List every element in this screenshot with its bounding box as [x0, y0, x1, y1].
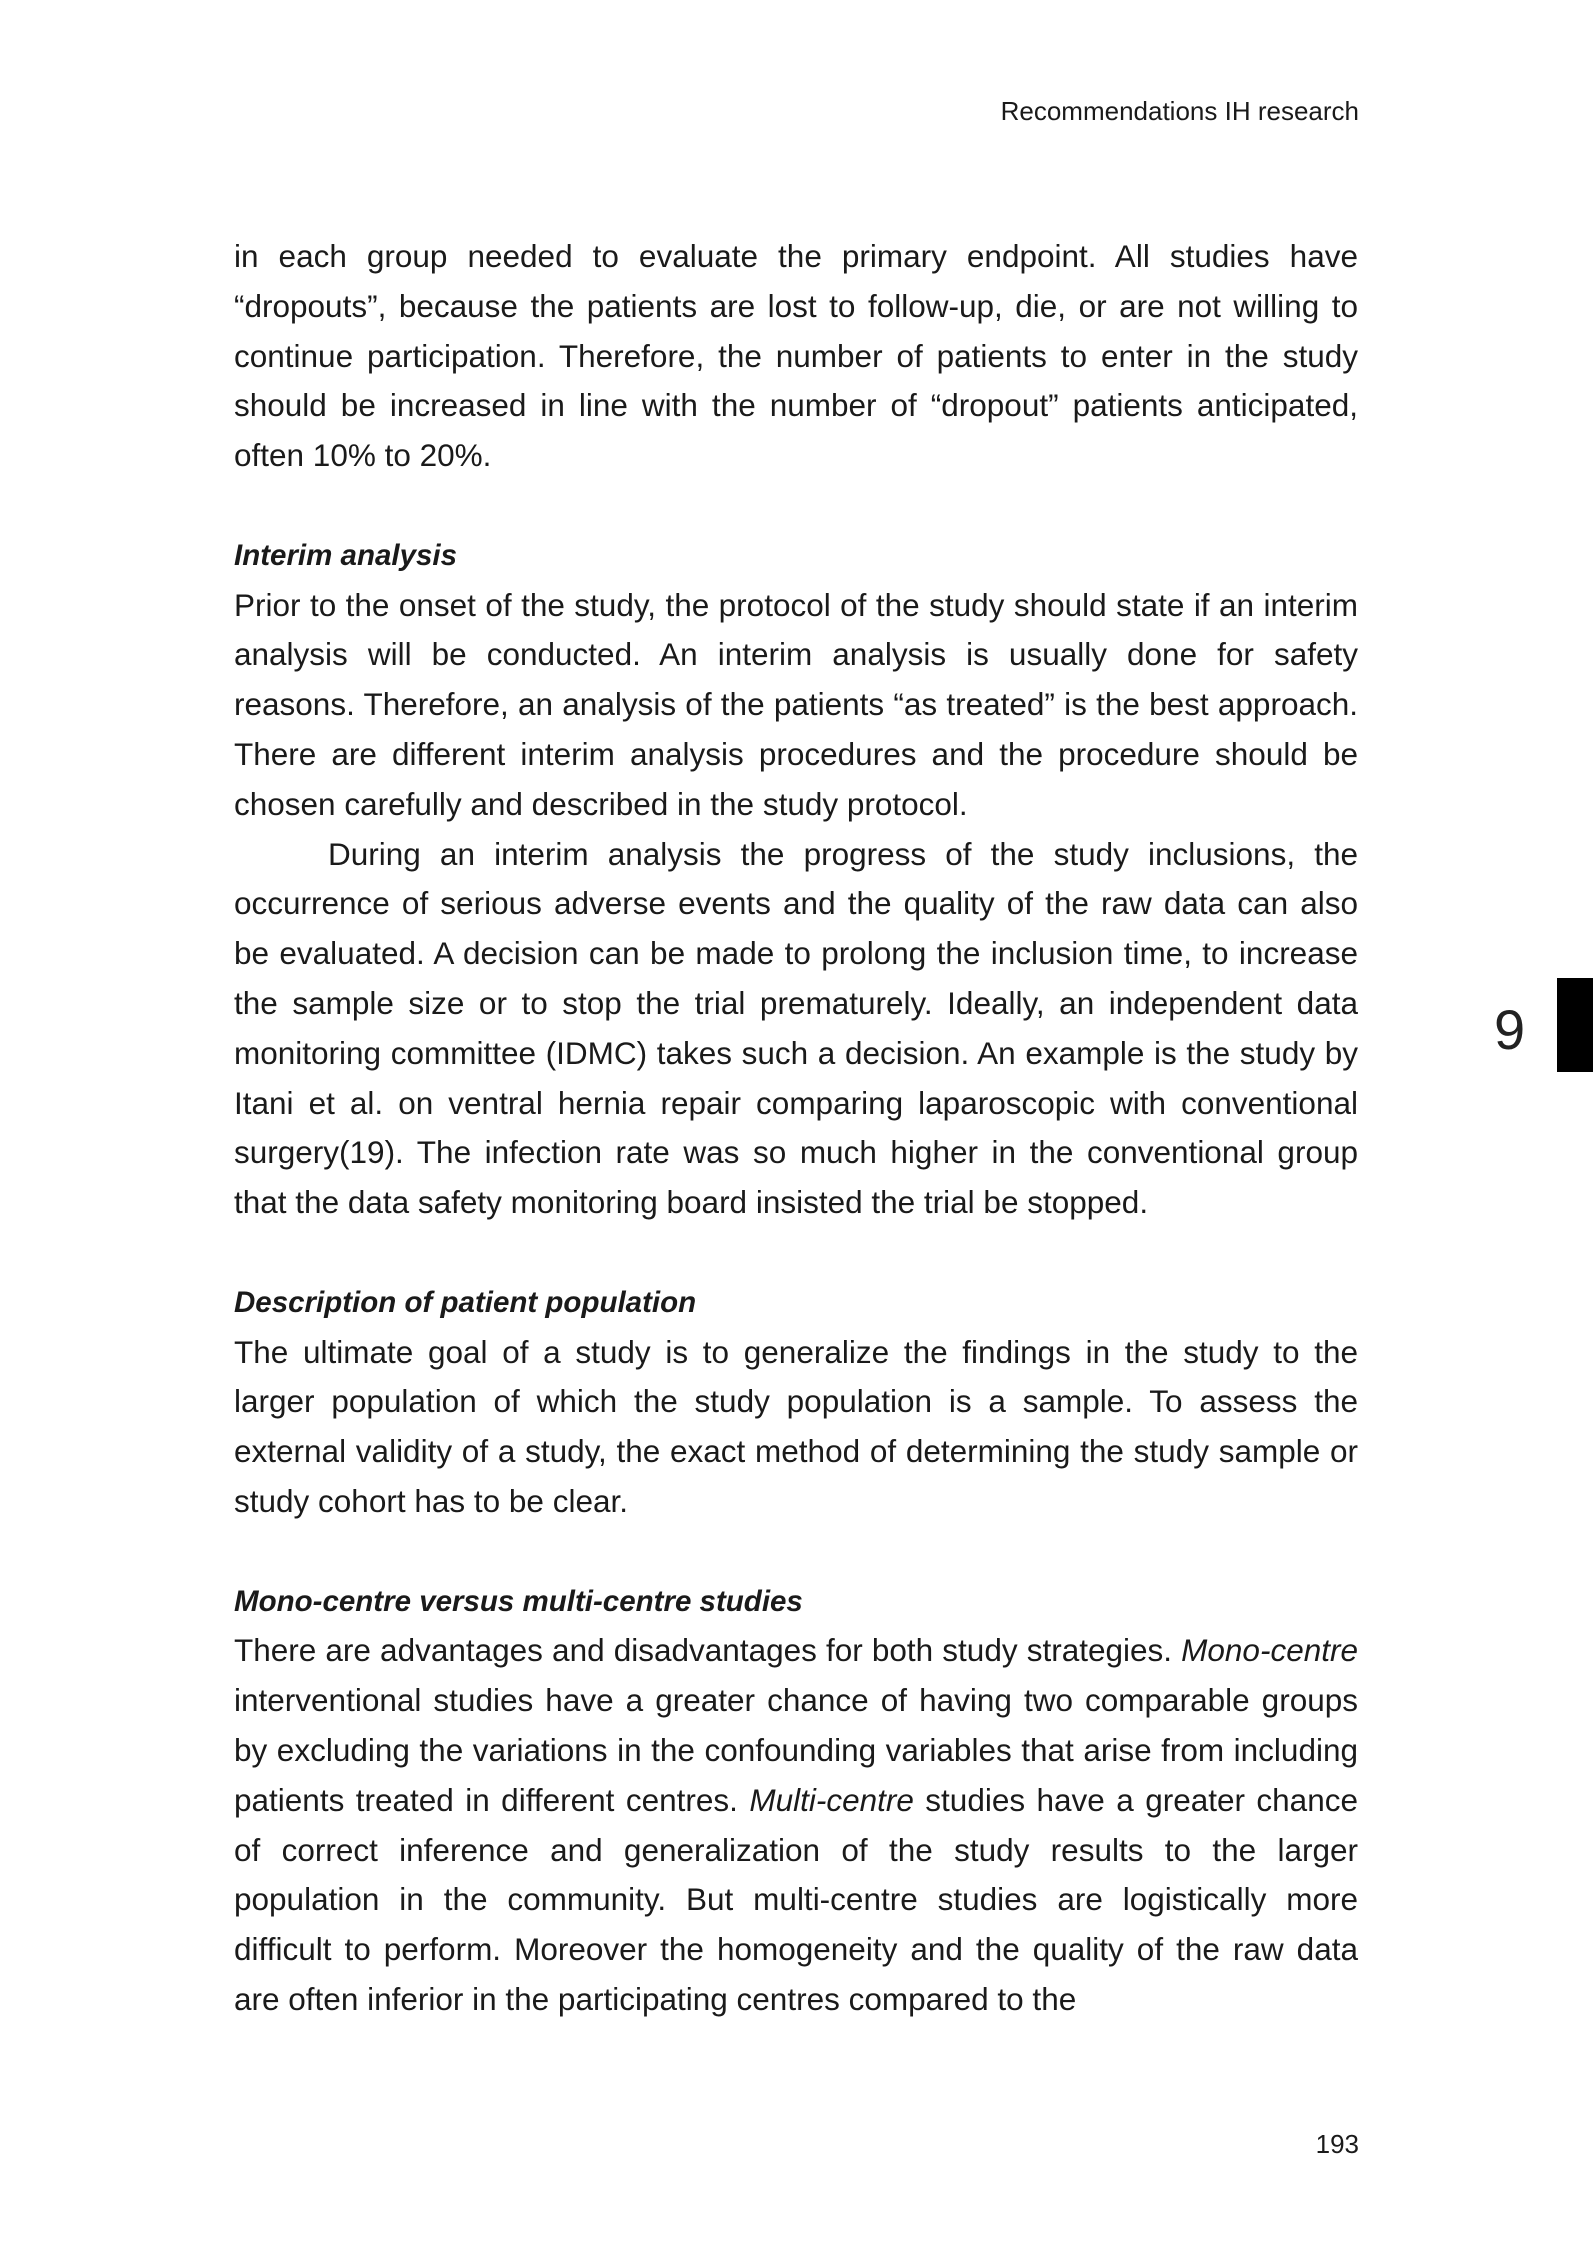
running-header: Recommendations IH research: [1000, 96, 1359, 126]
chapter-thumb-tab: [1557, 978, 1593, 1072]
intro-paragraph: in each group needed to evaluate the primary endpoint. All studies have “dropouts”, because the patients are lost to follow-up, die, or are not willing to continue participation. Therefore, the number of patients to enter in the study should be increased in line with the number of “dropout” patients anticipated, often 10% to 20%.: [234, 238, 1358, 474]
centres-text-part-3: studies have a greater chance of correct inference and generalization of the study results to the larger population in the community. But multi-centre studies are logistically more difficult to perform. Moreover the homogeneity and the quality of the raw data are often inferior in the participating centres compared to the: [234, 1781, 1358, 2017]
interim-paragraph-2: During an interim analysis the progress of the study inclusions, the occurrence of serious adverse events and the quality of the raw data can also be evaluated. A decision can be made to prolong the inclusion time, to increase the sample size or to stop the trial prematurely. Ideally, an independent data monitoring committee (IDMC) takes such a decision. An example is the study by Itani et al. on ventral hernia repair comparing laparoscopic with conventional surgery(19). The infection rate was so much higher in the conventional group that the data safety monitoring board insisted the trial be stopped.: [234, 835, 1358, 1221]
mono-centre-term: Mono-centre: [1181, 1632, 1358, 1669]
section-gap: [234, 1527, 1358, 1577]
section-gap: [234, 481, 1358, 531]
section-gap: [234, 1228, 1358, 1278]
population-heading: Description of patient population: [234, 1285, 697, 1319]
page-number: 193: [1315, 2129, 1359, 2159]
chapter-number: 9: [1494, 998, 1526, 1061]
interim-analysis-heading: Interim analysis: [234, 538, 457, 572]
population-paragraph: The ultimate goal of a study is to generalize the findings in the study to the larger population of which the study population is a sample. To assess the external validity of a study, the exact method of determining the study sample or study cohort has to be clear.: [234, 1333, 1358, 1519]
centres-text-part-2: interventional studies have a greater chance of having two comparable groups by excluding the variations in the confounding variables that arise from including patients treated in different centres.: [234, 1682, 1358, 1818]
multi-centre-term: Multi-centre: [749, 1781, 914, 1818]
centres-heading: Mono-centre versus multi-centre studies: [234, 1584, 803, 1618]
body-text: [234, 232, 1358, 2025]
centres-paragraph: [234, 1626, 1358, 2024]
centres-text-part-1: There are advantages and disadvantages for both study strategies.: [234, 1632, 1182, 1669]
interim-paragraph-1: Prior to the onset of the study, the protocol of the study should state if an interim analysis will be conducted. An interim analysis is usually done for safety reasons. Therefore, an analysis of the patients “as treated” is the best approach. There are different interim analysis procedures and the procedure should be chosen carefully and described in the study protocol.: [234, 586, 1358, 822]
